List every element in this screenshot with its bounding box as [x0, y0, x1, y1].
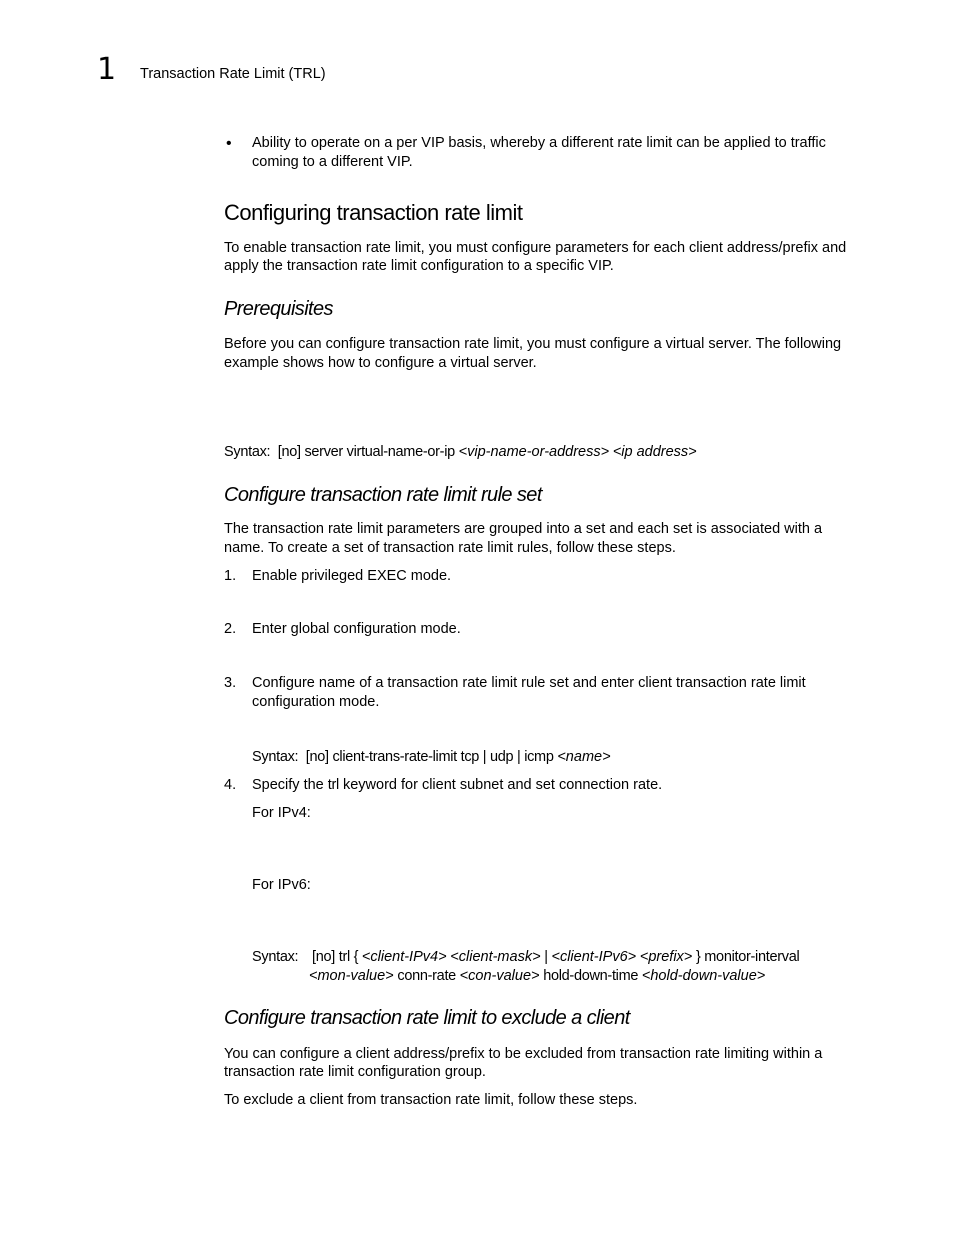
step-number: 1.	[224, 568, 237, 584]
exclude-line-2: transaction rate limit configuration group.	[224, 1064, 486, 1080]
prereq-line-1: Before you can configure transaction rate limit, you must configure a virtual server. The following	[224, 336, 842, 352]
step-number: 3.	[224, 675, 237, 691]
step3-syntax	[252, 748, 611, 767]
syntax-arg: <client-IPv6>	[551, 949, 637, 965]
syntax-arg: <hold-down-value>	[641, 968, 766, 984]
syntax-command: [no] client-trans-rate-limit tcp | udp | icmp	[305, 749, 554, 765]
syntax-command: conn-rate	[397, 968, 456, 984]
ruleset-line-1: The transaction rate limit parameters are grouped into a set and each set is associated with a	[224, 521, 823, 537]
ipv4-label: For IPv4:	[252, 805, 311, 821]
ruleset-line-2: name. To create a set of transaction rate limit rules, follow these steps.	[224, 540, 676, 556]
syntax-command: [no] trl {	[312, 949, 359, 965]
step-text: Configure name of a transaction rate limit rule set and enter client transaction rate limit	[252, 675, 806, 691]
syntax-arg: <ip address>	[612, 444, 697, 460]
syntax-arg: <prefix>	[639, 949, 693, 965]
bullet-dot: •	[226, 135, 232, 152]
syntax-label: Syntax:	[224, 444, 271, 460]
prereq-syntax	[224, 443, 697, 462]
syntax-arg: <client-mask>	[450, 949, 541, 965]
step4-syntax-label: Syntax:	[252, 949, 299, 965]
step4-syntax-line-1	[312, 948, 799, 967]
running-title: Transaction Rate Limit (TRL)	[140, 66, 326, 82]
syntax-command: hold-down-time	[543, 968, 639, 984]
syntax-arg: <client-IPv4>	[361, 949, 447, 965]
step-text-pre: Specify the	[252, 777, 328, 793]
prereq-title: Prerequisites	[224, 298, 333, 320]
step4-syntax-line-2	[309, 967, 765, 986]
exclude-title: Configure transaction rate limit to exclude a client	[224, 1007, 630, 1029]
bullet-line-1: Ability to operate on a per VIP basis, whereby a different rate limit can be applied to traffic	[252, 135, 826, 151]
bullet-line-2: coming to a different VIP.	[252, 154, 413, 170]
syntax-arg: <vip-name-or-address>	[458, 444, 610, 460]
syntax-command: |	[544, 949, 548, 965]
step-number: 2.	[224, 621, 237, 637]
syntax-command: } monitor-interval	[696, 949, 800, 965]
syntax-label: Syntax:	[252, 749, 299, 765]
syntax-arg: <name>	[557, 749, 611, 765]
ruleset-title: Configure transaction rate limit rule set	[224, 484, 542, 506]
prereq-line-2: example shows how to configure a virtual server.	[224, 355, 537, 371]
step-text-post: keyword for client subnet and set connection rate.	[338, 777, 663, 793]
step-text	[252, 776, 662, 795]
exclude-line-3: To exclude a client from transaction rate limit, follow these steps.	[224, 1092, 638, 1108]
step-text-cont: configuration mode.	[252, 694, 380, 710]
step-text: Enter global configuration mode.	[252, 621, 461, 637]
step-text: Enable privileged EXEC mode.	[252, 568, 452, 584]
step-keyword: trl	[327, 777, 339, 793]
syntax-command: [no] server virtual-name-or-ip	[277, 444, 455, 460]
section-title: Configuring transaction rate limit	[224, 200, 523, 225]
step-number: 4.	[224, 777, 237, 793]
section-intro-1: To enable transaction rate limit, you must configure parameters for each client address/prefix and	[224, 240, 847, 256]
ipv6-label: For IPv6:	[252, 877, 311, 893]
section-intro-2: apply the transaction rate limit configuration to a specific VIP.	[224, 258, 614, 274]
exclude-line-1: You can configure a client address/prefix to be excluded from transaction rate limiting within a	[224, 1046, 823, 1062]
chapter-number: 1	[97, 52, 117, 87]
syntax-arg: <con-value>	[459, 968, 540, 984]
syntax-arg: <mon-value>	[309, 968, 394, 984]
